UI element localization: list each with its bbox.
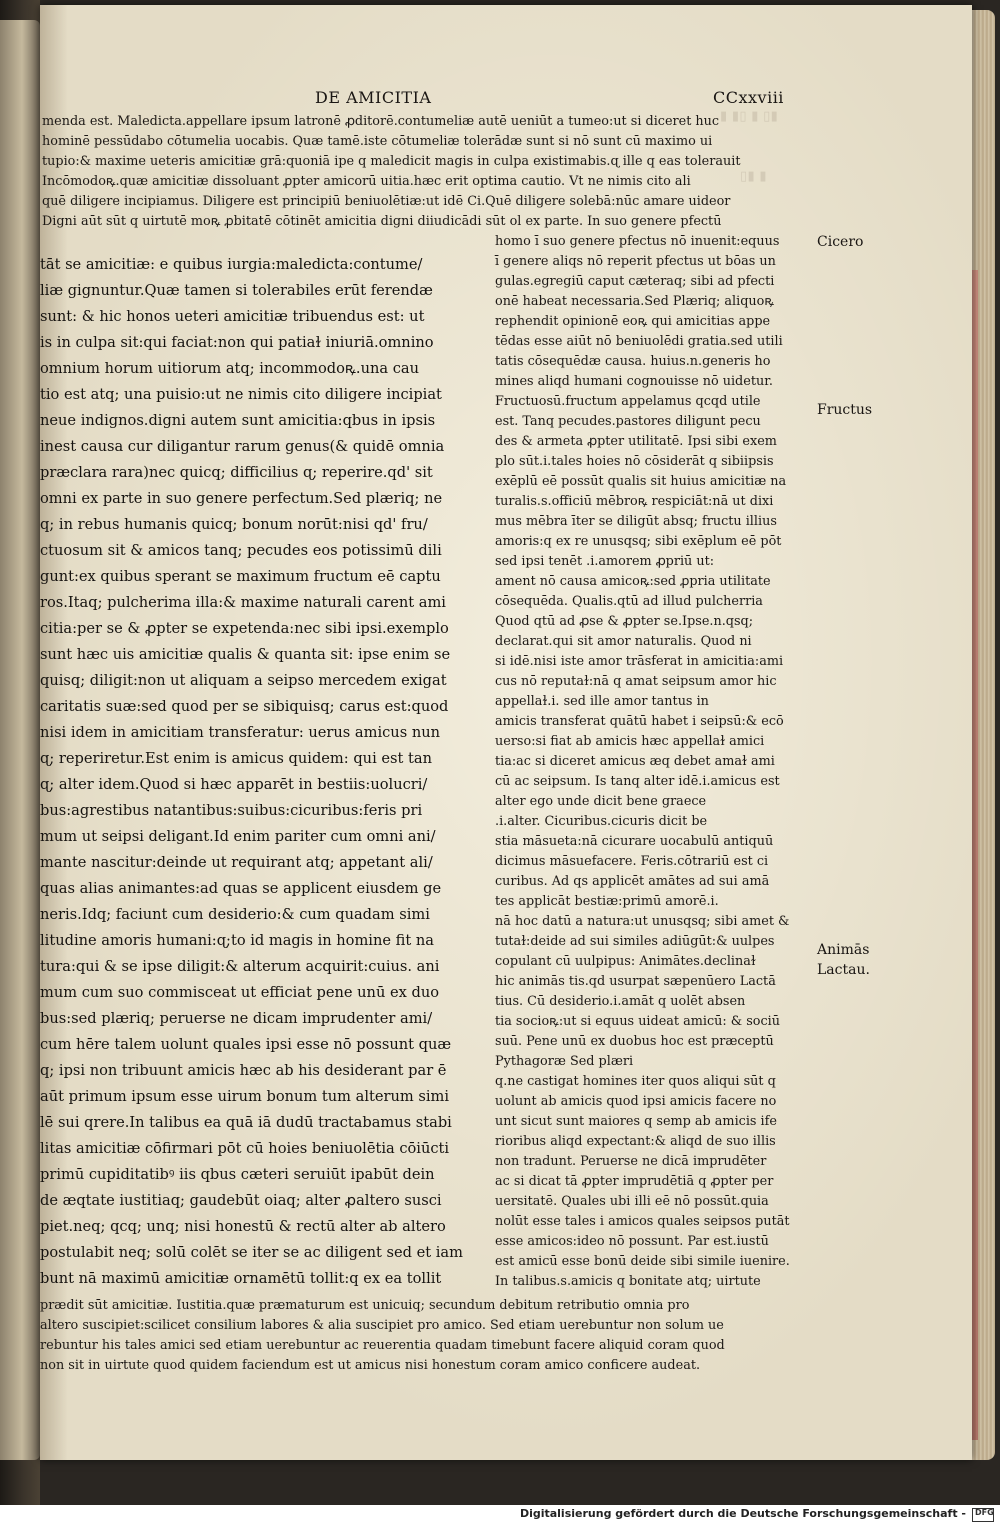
text-line: mum cum suo commisceat ut efficiat pene unū ex duo xyxy=(40,984,440,1001)
text-line: des & armeta ꝓpter utilitatē. Ipsi sibi exem xyxy=(495,434,777,449)
text-line: declarat.qui sit amor naturalis. Quod ni xyxy=(495,634,752,649)
text-line: tupio:& maxime ueteris amicitiæ grā:quoniā ipe q maledicit magis in culpa existimabis.ɋ ille q eas tolerauit xyxy=(42,154,741,169)
text-line: cōsequēda. Qualis.qtū ad illud pulcherria xyxy=(495,594,763,609)
text-line: cū ac seipsum. Is tanq alter idē.i.amicus est xyxy=(495,774,780,789)
text-line: sed ipsi tenēt .i.amorem ꝓpriū ut: xyxy=(495,554,715,569)
text-line: tius. Cū desiderio.i.amāt q uolēt absen xyxy=(495,994,746,1009)
text-line: menda est. Maledicta.appellare ipsum latronē ꝓditorē.contumeliæ autē ueniūt a tumeo:ut si diceret huc xyxy=(42,114,720,129)
text-line: nisi idem in amicitiam transferatur: uerus amicus nun xyxy=(40,724,441,741)
text-line: tatis cōsequēdæ causa. huius.n.generis ho xyxy=(495,354,771,369)
rubricated-edge xyxy=(972,270,978,1440)
text-line: .i.alter. Cicuribus.cicuris dicit be xyxy=(495,814,708,829)
text-line: de æqtate iustitiaq; gaudebūt oiaq; alter ꝓaltero susci xyxy=(40,1192,442,1209)
text-line: exēplū eē possūt qualis sit huius amicitiæ na xyxy=(495,474,787,489)
text-line: ac si dicat tā ꝓpter imprudētiā q ꝓpter per xyxy=(495,1174,774,1189)
text-line: litas amicitiæ cōfirmari pōt cū hoies beniuolētia cōiūcti xyxy=(40,1140,450,1157)
text-line: inest causa cur diligantur rarum genus(& quidē omnia xyxy=(40,438,445,455)
text-line: mante nascitur:deinde ut requirant atq; appetant ali/ xyxy=(40,854,433,871)
text-line: turalis.s.officiū mēbroꝶ respiciāt:nā ut dixi xyxy=(495,494,774,509)
ink-bleed: ▮ ▮▯ ▮ ▯▮ xyxy=(720,109,779,124)
text-line: tura:qui & se ipse diligit:& alterum acquirit:cuius. ani xyxy=(40,958,440,975)
text-line: curibus. Ad qs applicēt amātes ad sui amā xyxy=(495,874,770,889)
text-line: Digni aūt sūt q uirtutē moꝶ ꝓbitatē cōtinēt amicitia digni diiudicādi sūt ol ex parte. In suo genere pfectū xyxy=(42,214,722,229)
text-line: tutaɫ:deide ad sui similes adiūgūt:& uulpes xyxy=(495,934,775,949)
text-line: præclara rara)nec quicq; difficilius ɋ; reperire.qd' sit xyxy=(40,464,433,481)
text-line: primū cupiditatibꝰ iis qbus cæteri seruiūt ipabūt dein xyxy=(40,1166,435,1183)
marginal-note-fructus: Fructus xyxy=(817,402,873,418)
text-line: quas alias animantes:ad quas se applicent eiusdem ge xyxy=(40,880,442,897)
text-line: neris.Idq; faciunt cum desiderio:& cum quadam simi xyxy=(40,906,430,923)
text-line: ament nō causa amicoꝶ:sed ꝓpria utilitate xyxy=(495,574,771,589)
text-line: onē habeat necessaria.Sed Plæriq; aliquoꝶ xyxy=(495,294,775,309)
text-line: hic animās tis.qd usurpat sæpenūero Lactā xyxy=(495,974,776,989)
text-line: sunt: & hic honos ueteri amicitiæ tribuendus est: ut xyxy=(40,308,425,325)
text-line: uersitatē. Quales ubi illi eē nō possūt.quia xyxy=(495,1194,769,1209)
text-line: q.ne castigat homines iter quos aliqui sūt q xyxy=(495,1074,776,1089)
ink-bleed: ▯▮ ▮ xyxy=(740,169,767,184)
text-line: gunt:ex quibus sperant se maximum fructum eē captu xyxy=(40,568,441,585)
text-line: aūt primum ipsum esse uirum bonum tum alterum simi xyxy=(40,1088,450,1105)
marginal-note-animas: Animās xyxy=(817,942,870,958)
text-line: mum ut seipsi deligant.Id enim pariter cum omni ani/ xyxy=(40,828,436,845)
facing-page-edge xyxy=(0,20,40,1460)
text-line: bus:agrestibus natantibus:suibus:cicuribus:feris pri xyxy=(40,802,423,819)
text-line: quē diligere incipiamus. Diligere est principiū beniuolētiæ:ut idē Ci.Quē diligere solebā:nūc amare uideor xyxy=(42,194,731,209)
text-line: bus:sed plæriq; peruerse ne dicam imprudenter ami/ xyxy=(40,1010,433,1027)
text-line: liæ gignuntur.Quæ tamen si tolerabiles erūt ferendæ xyxy=(40,282,433,299)
text-line: piet.neq; qcq; unq; nisi honestū & rectū alter ab altero xyxy=(40,1218,446,1235)
text-line: uolunt ab amicis quod ipsi amicis facere no xyxy=(495,1094,777,1109)
text-line: gulas.egregiū caput cæteraq; sibi ad pfecti xyxy=(495,274,775,289)
text-line: copulant cū uulpipus: Animātes.declinaɫ xyxy=(495,954,756,969)
text-line: rioribus aliqd expectant:& aliqd de suo illis xyxy=(495,1134,776,1149)
text-line: bunt nā maximū amicitiæ ornamētū tollit:q ex ea tollit xyxy=(40,1270,442,1287)
text-line: lē sui qrere.In talibus ea quā iā dudū tractabamus stabi xyxy=(40,1114,452,1131)
text-line: is in culpa sit:qui faciat:non qui patiaɫ iniuriā.omnino xyxy=(40,334,434,351)
text-line: est amicū esse bonū deide sibi simile iuenire. xyxy=(495,1254,790,1269)
text-line: stia māsueta:nā cicurare uocabulū antiquū xyxy=(495,834,774,849)
digitization-footer xyxy=(0,1505,1000,1526)
text-line: nā hoc datū a natura:ut unusqsq; sibi amet & xyxy=(495,914,790,929)
text-line: amoris:q ex re unusqsq; sibi exēplum eē pōt xyxy=(495,534,782,549)
text-line: Incōmodoꝶ.quæ amicitiæ dissoluant ꝓpter amicorū uitia.hæc erit optima cautio. Vt ne nimis cito ali xyxy=(42,174,691,189)
text-line: alter ego unde dicit bene graece xyxy=(495,794,707,809)
text-line: ī genere aliqs nō reperit pfectus ut bōas un xyxy=(495,254,776,269)
text-line: amicis transferat quātū habet i seipsū:& ecō xyxy=(495,714,784,729)
text-line: dicimus māsuefacere. Feris.cōtrariū est ci xyxy=(495,854,769,869)
text-line: tia:ac si diceret amicus æq debet amaɫ ami xyxy=(495,754,775,769)
text-line: non tradunt. Peruerse ne dicā imprudēter xyxy=(495,1154,767,1169)
text-line: unt sicut sunt maiores q semp ab amicis ife xyxy=(495,1114,777,1129)
text-line: postulabit neq; solū colēt se iter se ac diligent sed et iam xyxy=(40,1244,463,1261)
text-line: Quod qtū ad ꝓse & ꝓpter se.Ipse.n.qsq; xyxy=(495,614,754,629)
text-line: rebuntur his tales amici sed etiam uerebuntur ac reuerentia quadam timebunt facere aliquid coram quod xyxy=(40,1338,725,1353)
text-line: Pythagoræ Sed plæri xyxy=(495,1054,634,1069)
text-line: omnium horum uitiorum atq; incommodoꝶ.una cau xyxy=(40,360,419,377)
text-line: ɋ; alter idem.Quod si hæc apparēt in bestiis:uolucri/ xyxy=(40,776,428,793)
text-line: uerso:si fiat ab amicis hæc appellaɫ amici xyxy=(495,734,765,749)
text-line: tia socioꝶ:ut si equus uideat amicū: & sociū xyxy=(495,1014,781,1029)
folio-number: CCxxviii xyxy=(713,88,784,107)
text-line: prædit sūt amicitiæ. Iustitia.quæ præmaturum est unicuiq; secundum debitum retributio omnia pro xyxy=(40,1298,690,1313)
text-line: si idē.nisi iste amor trāsferat in amicitia:ami xyxy=(495,654,784,669)
footer-credit-text: Digitalisierung gefördert durch die Deutsche Forschungsgemeinschaft - xyxy=(519,1507,966,1520)
text-line: tio est atq; una puisio:ut ne nimis cito diligere incipiat xyxy=(40,386,442,403)
text-line: Fructuosū.fructum appelamus qcqd utile xyxy=(495,394,761,409)
text-line: homo ī suo genere pfectus nō inuenit:equus xyxy=(495,234,780,249)
text-line: plo sūt.i.tales hoies nō cōsiderāt q sibiipsis xyxy=(495,454,774,469)
text-line: non sit in uirtute quod quidem faciendum est ut amicus nisi honestum coram amico conficere audeat. xyxy=(40,1358,701,1373)
text-line: nolūt esse tales i amicos quales seipsos putāt xyxy=(495,1214,790,1229)
text-line: sunt hæc uis amicitiæ qualis & quanta sit: ipse enim se xyxy=(40,646,451,663)
running-title: DE AMICITIA xyxy=(315,88,432,107)
text-line: litudine amoris humani:ɋ;to id magis in homine fit na xyxy=(40,932,434,949)
text-line: hominē pessūdabo cōtumelia uocabis. Quæ tamē.iste cōtumeliæ tolerādæ sunt si nō sunt cū maximo ui xyxy=(42,134,713,149)
text-line: citia:per se & ꝓpter se expetenda:nec sibi ipsi.exemplo xyxy=(40,620,449,637)
text-line: est. Tanq pecudes.pastores diligunt pecu xyxy=(495,414,761,429)
text-line: q; in rebus humanis quicq; bonum norūt:nisi qd' fru/ xyxy=(40,516,428,533)
text-line: esse amicos:ideo nō possunt. Par est.iustū xyxy=(495,1234,769,1249)
text-line: omni ex parte in suo genere perfectum.Sed plæriq; ne xyxy=(40,490,443,507)
marginal-note-lactant: Lactau. xyxy=(817,962,870,978)
text-line: tes applicāt bestiæ:primū amorē.i. xyxy=(495,894,719,909)
text-line: mus mēbra īter se diligūt absq; fructu illius xyxy=(495,514,777,529)
text-line: ɋ; reperiretur.Est enim is amicus quidem: qui est tan xyxy=(40,750,432,767)
text-line: quisq; diligit:non ut aliquam a seipso mercedem exigat xyxy=(40,672,447,689)
text-line: cum hēre talem uolunt quales ipsi esse nō possunt quæ xyxy=(40,1036,452,1053)
text-line: ros.Itaq; pulcherima illa:& maxime naturali carent ami xyxy=(40,594,446,611)
text-line: tāt se amicitiæ: e quibus iurgia:maledicta:contume/ xyxy=(40,256,423,273)
text-line: rephendit opinionē eoꝶ qui amicitias appe xyxy=(495,314,771,329)
text-line: suū. Pene unū ex duobus hoc est præceptū xyxy=(495,1034,774,1049)
text-line: caritatis suæ:sed quod per se sibiquisq; carus est:quod xyxy=(40,698,449,715)
text-line: mines aliqd humani cognouisse nō uidetur. xyxy=(495,374,773,389)
dfg-logo-icon: DFG xyxy=(972,1508,994,1522)
text-line: ctuosum sit & amicos tanq; pecudes eos potissimū dili xyxy=(40,542,442,559)
text-line: cus nō reputaɫ:nā q amat seipsum amor hic xyxy=(495,674,777,689)
text-line: q; ipsi non tribuunt amicis hæc ab his desiderant par ē xyxy=(40,1062,447,1079)
text-line: In talibus.s.amicis q bonitate atq; uirtute xyxy=(495,1274,761,1289)
text-line: neue indignos.digni autem sunt amicitia:qbus in ipsis xyxy=(40,412,436,429)
marginal-note-cicero: Cicero xyxy=(817,234,864,250)
text-line: tēdas esse aiūt nō beniuolēdi gratia.sed utili xyxy=(495,334,783,349)
text-line: altero suscipiet:scilicet consilium labores & alia suscipiet pro amico. Sed etiam uerebuntur non solum ue xyxy=(40,1318,724,1333)
text-line: appellaɫ.i. sed ille amor tantus in xyxy=(495,694,709,709)
